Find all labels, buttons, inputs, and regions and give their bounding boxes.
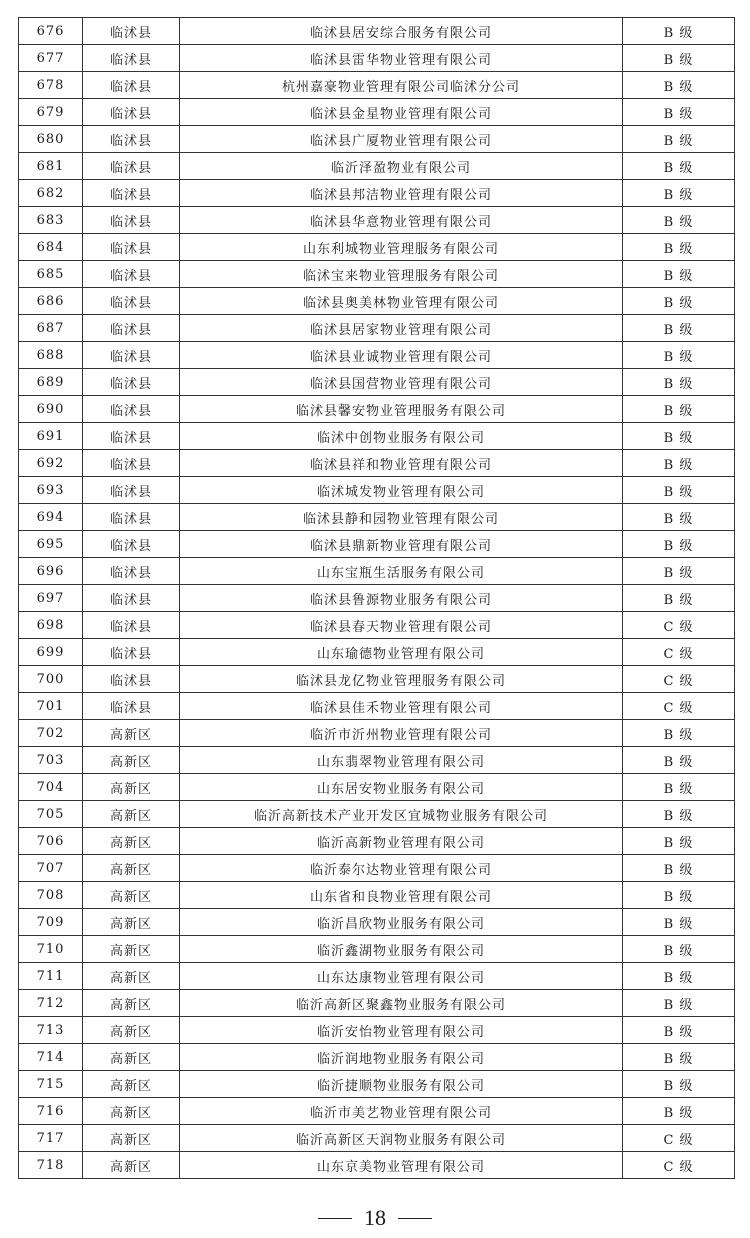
district: 临沭县 (83, 639, 180, 666)
row-number: 701 (19, 693, 83, 720)
district: 临沭县 (83, 477, 180, 504)
company-name: 临沭县鲁源物业服务有限公司 (180, 585, 623, 612)
grade: B 级 (623, 828, 735, 855)
table-row (19, 1098, 735, 1125)
table-row (19, 855, 735, 882)
district: 临沭县 (83, 180, 180, 207)
row-number: 680 (19, 126, 83, 153)
table-row (19, 882, 735, 909)
table-row (19, 936, 735, 963)
district: 临沭县 (83, 234, 180, 261)
table-row (19, 99, 735, 126)
district: 高新区 (83, 747, 180, 774)
table-row (19, 153, 735, 180)
row-number: 698 (19, 612, 83, 639)
company-name: 山东京美物业管理有限公司 (180, 1152, 623, 1179)
district: 临沭县 (83, 18, 180, 45)
row-number: 716 (19, 1098, 83, 1125)
row-number: 678 (19, 72, 83, 99)
table-row (19, 720, 735, 747)
grade: B 级 (623, 531, 735, 558)
company-name: 临沭县居安综合服务有限公司 (180, 18, 623, 45)
row-number: 702 (19, 720, 83, 747)
district: 临沭县 (83, 207, 180, 234)
row-number: 677 (19, 45, 83, 72)
table-row (19, 288, 735, 315)
grade: B 级 (623, 720, 735, 747)
district: 高新区 (83, 855, 180, 882)
row-number: 685 (19, 261, 83, 288)
district: 临沭县 (83, 369, 180, 396)
company-name: 临沂高新技术产业开发区宜城物业服务有限公司 (180, 801, 623, 828)
grade: B 级 (623, 18, 735, 45)
row-number: 715 (19, 1071, 83, 1098)
row-number: 681 (19, 153, 83, 180)
company-name: 山东瑜德物业管理有限公司 (180, 639, 623, 666)
company-name: 临沭县居家物业管理有限公司 (180, 315, 623, 342)
grade: B 级 (623, 288, 735, 315)
table-row (19, 909, 735, 936)
grade: B 级 (623, 963, 735, 990)
row-number: 679 (19, 99, 83, 126)
grade: B 级 (623, 450, 735, 477)
row-number: 711 (19, 963, 83, 990)
row-number: 714 (19, 1044, 83, 1071)
grade: B 级 (623, 72, 735, 99)
table-row (19, 963, 735, 990)
table-row (19, 423, 735, 450)
company-name: 临沂高新物业管理有限公司 (180, 828, 623, 855)
row-number: 693 (19, 477, 83, 504)
district: 临沭县 (83, 531, 180, 558)
district: 高新区 (83, 801, 180, 828)
row-number: 686 (19, 288, 83, 315)
district: 临沭县 (83, 261, 180, 288)
company-name: 临沭县业诚物业管理有限公司 (180, 342, 623, 369)
grade: B 级 (623, 504, 735, 531)
row-number: 717 (19, 1125, 83, 1152)
table-row (19, 774, 735, 801)
district: 高新区 (83, 720, 180, 747)
table-row (19, 531, 735, 558)
grade: B 级 (623, 1017, 735, 1044)
table-row (19, 261, 735, 288)
grade: C 级 (623, 639, 735, 666)
district: 临沭县 (83, 423, 180, 450)
grade: B 级 (623, 585, 735, 612)
table-row (19, 612, 735, 639)
row-number: 706 (19, 828, 83, 855)
row-number: 688 (19, 342, 83, 369)
grade: B 级 (623, 801, 735, 828)
company-name: 临沂安怡物业管理有限公司 (180, 1017, 623, 1044)
row-number: 697 (19, 585, 83, 612)
district: 临沭县 (83, 450, 180, 477)
grade: B 级 (623, 99, 735, 126)
district: 临沭县 (83, 315, 180, 342)
grade: B 级 (623, 882, 735, 909)
row-number: 682 (19, 180, 83, 207)
page-number: 18 (364, 1205, 386, 1230)
grade: B 级 (623, 261, 735, 288)
company-name: 临沭县邦洁物业管理有限公司 (180, 180, 623, 207)
table-row (19, 1044, 735, 1071)
row-number: 695 (19, 531, 83, 558)
right-dash (398, 1218, 432, 1219)
grade: B 级 (623, 990, 735, 1017)
company-name: 山东翡翠物业管理有限公司 (180, 747, 623, 774)
district: 高新区 (83, 828, 180, 855)
grade: B 级 (623, 423, 735, 450)
table-row (19, 558, 735, 585)
district: 临沭县 (83, 504, 180, 531)
grade: B 级 (623, 315, 735, 342)
district: 临沭县 (83, 126, 180, 153)
table-row (19, 369, 735, 396)
district: 临沭县 (83, 153, 180, 180)
grade: B 级 (623, 558, 735, 585)
district: 高新区 (83, 882, 180, 909)
company-name: 临沭县金星物业管理有限公司 (180, 99, 623, 126)
company-name: 临沂泽盈物业有限公司 (180, 153, 623, 180)
property-rating-table (18, 17, 735, 1179)
company-name: 临沂高新区天润物业服务有限公司 (180, 1125, 623, 1152)
company-name: 山东居安物业服务有限公司 (180, 774, 623, 801)
row-number: 710 (19, 936, 83, 963)
grade: B 级 (623, 207, 735, 234)
district: 高新区 (83, 1152, 180, 1179)
district: 临沭县 (83, 288, 180, 315)
table-body (19, 18, 735, 1179)
table-row (19, 747, 735, 774)
company-name: 临沂昌欣物业服务有限公司 (180, 909, 623, 936)
table-row (19, 126, 735, 153)
district: 高新区 (83, 990, 180, 1017)
grade: B 级 (623, 855, 735, 882)
table-row (19, 180, 735, 207)
table-row (19, 585, 735, 612)
row-number: 709 (19, 909, 83, 936)
table-row (19, 315, 735, 342)
grade: B 级 (623, 747, 735, 774)
grade: B 级 (623, 342, 735, 369)
page-footer (0, 1205, 750, 1231)
row-number: 699 (19, 639, 83, 666)
company-name: 临沂市美艺物业管理有限公司 (180, 1098, 623, 1125)
table-row (19, 72, 735, 99)
company-name: 临沭县奥美林物业管理有限公司 (180, 288, 623, 315)
company-name: 临沭县祥和物业管理有限公司 (180, 450, 623, 477)
company-name: 临沭城发物业管理有限公司 (180, 477, 623, 504)
grade: B 级 (623, 153, 735, 180)
grade: B 级 (623, 1044, 735, 1071)
district: 临沭县 (83, 666, 180, 693)
district: 临沭县 (83, 558, 180, 585)
district: 高新区 (83, 774, 180, 801)
table-row (19, 1071, 735, 1098)
district: 高新区 (83, 936, 180, 963)
table-row (19, 207, 735, 234)
company-name: 临沭宝来物业管理服务有限公司 (180, 261, 623, 288)
district: 高新区 (83, 1017, 180, 1044)
row-number: 683 (19, 207, 83, 234)
row-number: 703 (19, 747, 83, 774)
district: 临沭县 (83, 342, 180, 369)
district: 临沭县 (83, 45, 180, 72)
table-row (19, 828, 735, 855)
row-number: 712 (19, 990, 83, 1017)
table-row (19, 18, 735, 45)
district: 临沭县 (83, 612, 180, 639)
table-row (19, 1017, 735, 1044)
row-number: 684 (19, 234, 83, 261)
district: 高新区 (83, 1044, 180, 1071)
district: 临沭县 (83, 99, 180, 126)
table-row (19, 396, 735, 423)
row-number: 687 (19, 315, 83, 342)
company-name: 临沭县春天物业管理有限公司 (180, 612, 623, 639)
company-name: 临沭中创物业服务有限公司 (180, 423, 623, 450)
row-number: 694 (19, 504, 83, 531)
company-name: 临沭县雷华物业管理有限公司 (180, 45, 623, 72)
grade: C 级 (623, 1152, 735, 1179)
grade: B 级 (623, 936, 735, 963)
grade: B 级 (623, 477, 735, 504)
company-name: 临沭县鼎新物业管理有限公司 (180, 531, 623, 558)
grade: B 级 (623, 1071, 735, 1098)
company-name: 临沭县广厦物业管理有限公司 (180, 126, 623, 153)
table-row (19, 342, 735, 369)
company-name: 山东利城物业管理服务有限公司 (180, 234, 623, 261)
row-number: 708 (19, 882, 83, 909)
district: 高新区 (83, 963, 180, 990)
company-name: 临沭县馨安物业管理服务有限公司 (180, 396, 623, 423)
left-dash (318, 1218, 352, 1219)
company-name: 山东省和良物业管理有限公司 (180, 882, 623, 909)
grade: C 级 (623, 1125, 735, 1152)
table-row (19, 477, 735, 504)
district: 高新区 (83, 1071, 180, 1098)
company-name: 临沂捷顺物业服务有限公司 (180, 1071, 623, 1098)
company-name: 临沭县静和园物业管理有限公司 (180, 504, 623, 531)
table-row (19, 801, 735, 828)
grade: B 级 (623, 180, 735, 207)
company-name: 临沭县佳禾物业管理有限公司 (180, 693, 623, 720)
grade: B 级 (623, 774, 735, 801)
company-name: 临沭县华意物业管理有限公司 (180, 207, 623, 234)
table-row (19, 693, 735, 720)
table-row (19, 666, 735, 693)
row-number: 700 (19, 666, 83, 693)
district: 临沭县 (83, 693, 180, 720)
grade: B 级 (623, 45, 735, 72)
company-name: 山东达康物业管理有限公司 (180, 963, 623, 990)
company-name: 杭州嘉豪物业管理有限公司临沭分公司 (180, 72, 623, 99)
row-number: 707 (19, 855, 83, 882)
row-number: 676 (19, 18, 83, 45)
grade: C 级 (623, 612, 735, 639)
table-row (19, 990, 735, 1017)
grade: B 级 (623, 909, 735, 936)
district: 临沭县 (83, 72, 180, 99)
district: 临沭县 (83, 585, 180, 612)
district: 高新区 (83, 1125, 180, 1152)
table-row (19, 504, 735, 531)
grade: C 级 (623, 693, 735, 720)
grade: B 级 (623, 1098, 735, 1125)
table-row (19, 1125, 735, 1152)
table-row (19, 1152, 735, 1179)
table-row (19, 234, 735, 261)
row-number: 713 (19, 1017, 83, 1044)
district: 高新区 (83, 909, 180, 936)
company-name: 山东宝瓶生活服务有限公司 (180, 558, 623, 585)
company-name: 临沂市沂州物业管理有限公司 (180, 720, 623, 747)
district: 临沭县 (83, 396, 180, 423)
grade: C 级 (623, 666, 735, 693)
company-name: 临沂润地物业服务有限公司 (180, 1044, 623, 1071)
table-row (19, 450, 735, 477)
row-number: 704 (19, 774, 83, 801)
district: 高新区 (83, 1098, 180, 1125)
company-name: 临沂泰尔达物业管理有限公司 (180, 855, 623, 882)
grade: B 级 (623, 126, 735, 153)
table-row (19, 639, 735, 666)
grade: B 级 (623, 396, 735, 423)
row-number: 705 (19, 801, 83, 828)
row-number: 689 (19, 369, 83, 396)
company-name: 临沂鑫湖物业服务有限公司 (180, 936, 623, 963)
row-number: 690 (19, 396, 83, 423)
row-number: 691 (19, 423, 83, 450)
row-number: 718 (19, 1152, 83, 1179)
company-name: 临沭县国营物业管理有限公司 (180, 369, 623, 396)
grade: B 级 (623, 234, 735, 261)
row-number: 692 (19, 450, 83, 477)
grade: B 级 (623, 369, 735, 396)
row-number: 696 (19, 558, 83, 585)
table-row (19, 45, 735, 72)
company-name: 临沭县龙亿物业管理服务有限公司 (180, 666, 623, 693)
company-name: 临沂高新区聚鑫物业服务有限公司 (180, 990, 623, 1017)
